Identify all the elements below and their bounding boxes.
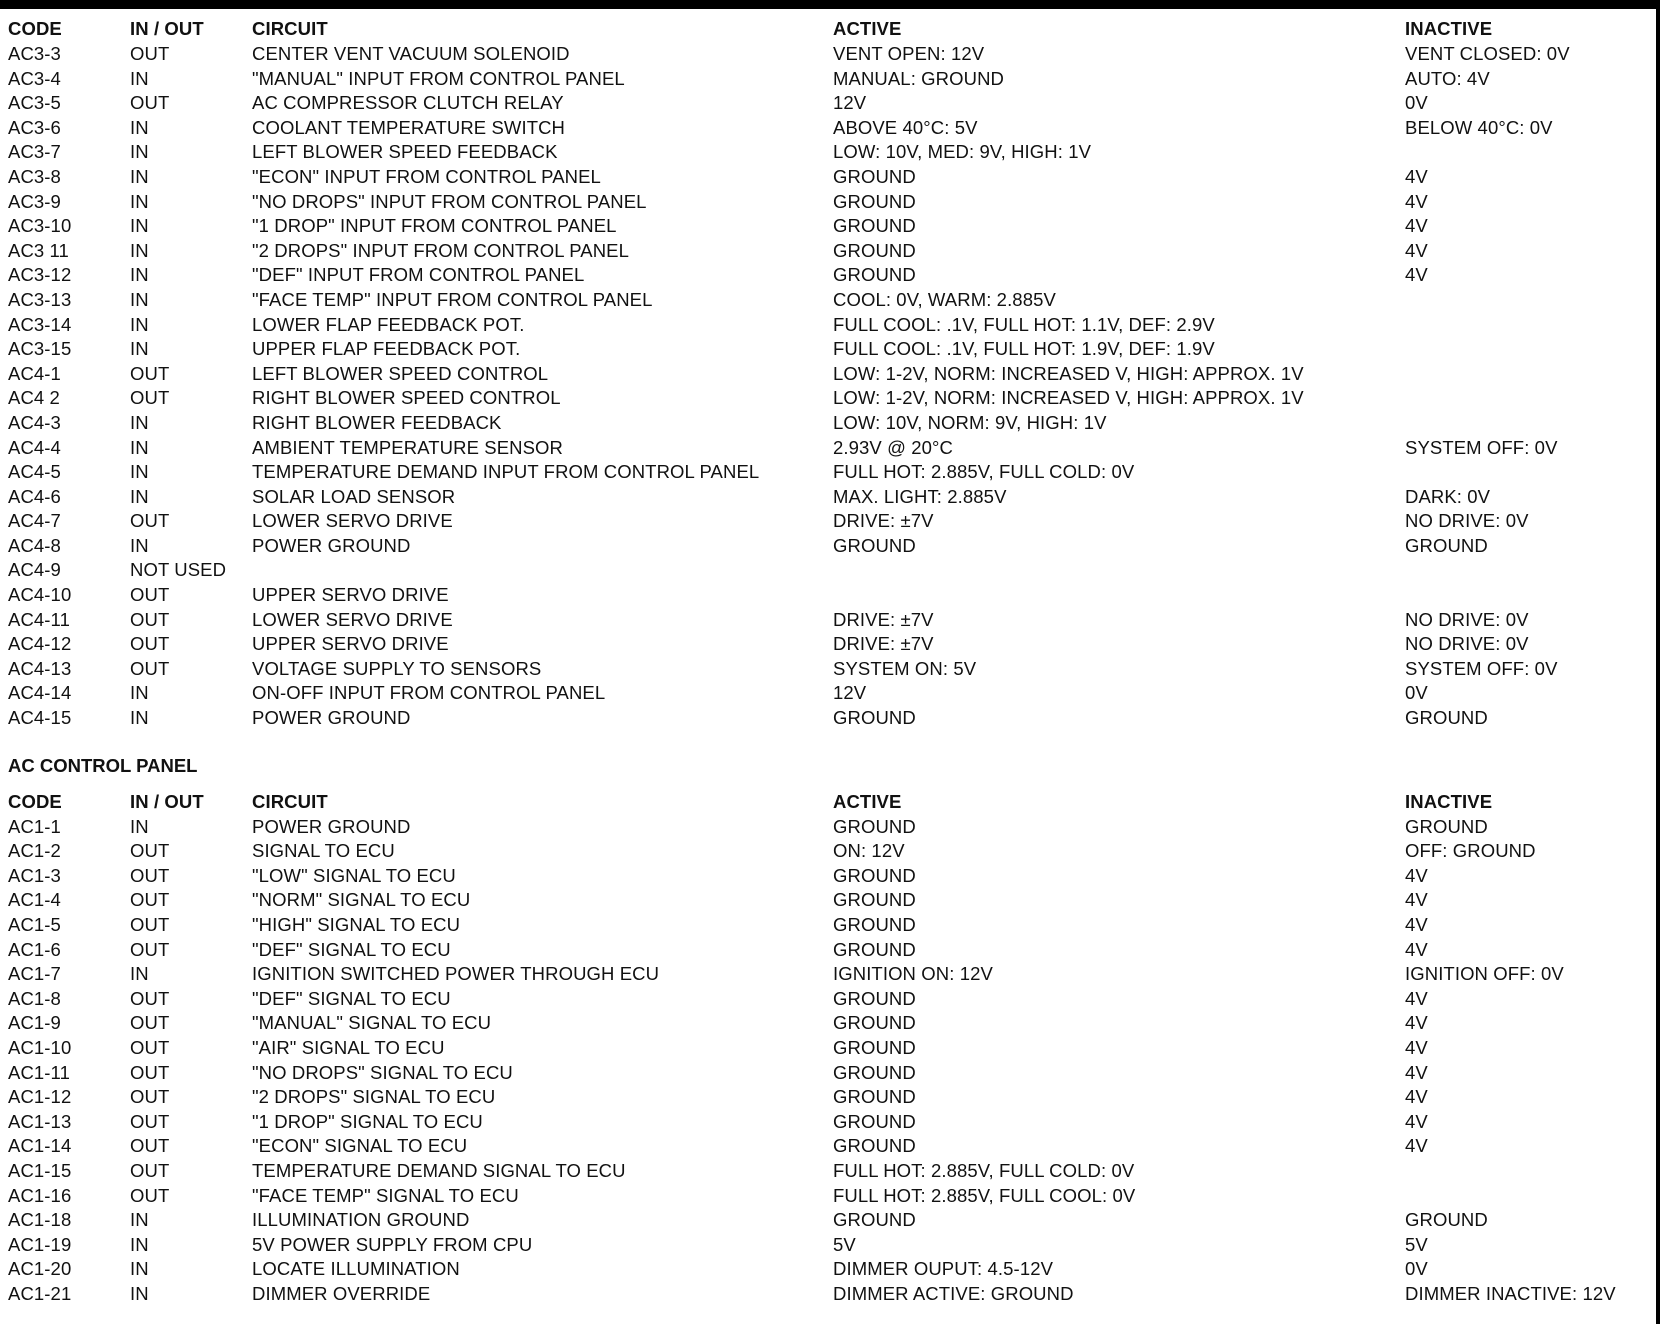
cell-inactive: AUTO: 4V bbox=[1405, 67, 1490, 89]
cell-circuit: VOLTAGE SUPPLY TO SENSORS bbox=[252, 657, 542, 679]
cell-code: AC1-4 bbox=[8, 889, 61, 911]
cell-active: GROUND bbox=[833, 1036, 916, 1058]
table-row bbox=[8, 632, 1658, 657]
cell-io: IN bbox=[130, 411, 149, 433]
cell-circuit: TEMPERATURE DEMAND SIGNAL TO ECU bbox=[252, 1159, 626, 1181]
cell-circuit: IGNITION SWITCHED POWER THROUGH ECU bbox=[252, 963, 660, 985]
cell-circuit: LOWER FLAP FEEDBACK POT. bbox=[252, 313, 525, 335]
cell-inactive: DARK: 0V bbox=[1405, 485, 1491, 507]
cell-circuit: ON-OFF INPUT FROM CONTROL PANEL bbox=[252, 682, 606, 704]
cell-code: AC4-1 bbox=[8, 362, 61, 384]
cell-active: MAX. LIGHT: 2.885V bbox=[833, 485, 1007, 507]
cell-circuit: "FACE TEMP" SIGNAL TO ECU bbox=[252, 1184, 519, 1206]
table-row bbox=[8, 190, 1658, 215]
table-row bbox=[8, 67, 1658, 92]
cell-io: IN bbox=[130, 215, 149, 237]
cell-io: OUT bbox=[130, 840, 170, 862]
cell-inactive: 5V bbox=[1405, 1233, 1428, 1255]
cell-circuit: POWER GROUND bbox=[252, 707, 411, 729]
cell-io: OUT bbox=[130, 1061, 170, 1083]
cell-inactive: SYSTEM OFF: 0V bbox=[1405, 436, 1558, 458]
cell-io: OUT bbox=[130, 387, 170, 409]
cell-active: GROUND bbox=[833, 1110, 916, 1132]
cell-inactive: OFF: GROUND bbox=[1405, 840, 1536, 862]
column-header-circuit: CIRCUIT bbox=[252, 18, 328, 39]
column-header-io: IN / OUT bbox=[130, 790, 204, 812]
cell-inactive: 4V bbox=[1405, 987, 1428, 1009]
cell-io: OUT bbox=[130, 1012, 170, 1034]
table-row bbox=[8, 116, 1658, 141]
cell-circuit: DIMMER OVERRIDE bbox=[252, 1282, 431, 1304]
cell-io: OUT bbox=[130, 938, 170, 960]
cell-active: DIMMER ACTIVE: GROUND bbox=[833, 1282, 1074, 1304]
cell-io: IN bbox=[130, 67, 149, 89]
cell-io: IN bbox=[130, 461, 149, 483]
cell-circuit: "2 DROPS" SIGNAL TO ECU bbox=[252, 1086, 496, 1108]
cell-circuit: SIGNAL TO ECU bbox=[252, 840, 395, 862]
cell-circuit: "2 DROPS" INPUT FROM CONTROL PANEL bbox=[252, 239, 629, 261]
control-panel-section bbox=[8, 751, 1658, 1307]
cell-active: ABOVE 40°C: 5V bbox=[833, 116, 978, 138]
cell-io: OUT bbox=[130, 889, 170, 911]
cell-code: AC4-4 bbox=[8, 436, 61, 458]
cell-circuit: LEFT BLOWER SPEED FEEDBACK bbox=[252, 141, 558, 163]
table-row bbox=[8, 1257, 1658, 1282]
cell-code: AC3-6 bbox=[8, 116, 61, 138]
cell-io: IN bbox=[130, 288, 149, 310]
column-header-code: CODE bbox=[8, 18, 62, 39]
table-row bbox=[8, 214, 1658, 239]
table-row bbox=[8, 337, 1658, 362]
cell-active: GROUND bbox=[833, 987, 916, 1009]
cell-circuit: UPPER SERVO DRIVE bbox=[252, 584, 449, 606]
cell-inactive: GROUND bbox=[1405, 534, 1488, 556]
cell-io: IN bbox=[130, 313, 149, 335]
cell-code: AC3-14 bbox=[8, 313, 72, 335]
cell-code: AC3-13 bbox=[8, 288, 72, 310]
cell-code: AC3-15 bbox=[8, 338, 72, 360]
cell-circuit: LOCATE ILLUMINATION bbox=[252, 1258, 460, 1280]
column-header-active: ACTIVE bbox=[833, 790, 902, 812]
table-row bbox=[8, 1134, 1658, 1159]
cell-active: GROUND bbox=[833, 215, 916, 237]
cell-active: GROUND bbox=[833, 864, 916, 886]
cell-active: GROUND bbox=[833, 1012, 916, 1034]
cell-io: OUT bbox=[130, 1086, 170, 1108]
cell-active: GROUND bbox=[833, 239, 916, 261]
cell-active: FULL HOT: 2.885V, FULL COOL: 0V bbox=[833, 1184, 1136, 1206]
cell-inactive: 4V bbox=[1405, 938, 1428, 960]
cell-inactive: 0V bbox=[1405, 1258, 1428, 1280]
table-row bbox=[8, 42, 1658, 67]
cell-active: FULL COOL: .1V, FULL HOT: 1.9V, DEF: 1.9V bbox=[833, 338, 1215, 360]
cell-circuit: LOWER SERVO DRIVE bbox=[252, 510, 453, 532]
cell-code: AC1-5 bbox=[8, 914, 61, 935]
column-header-inactive: INACTIVE bbox=[1405, 18, 1493, 39]
table-row bbox=[8, 436, 1658, 461]
cell-circuit: LOWER SERVO DRIVE bbox=[252, 608, 453, 630]
column-header-code: CODE bbox=[8, 790, 62, 812]
cell-active: LOW: 1-2V, NORM: INCREASED V, HIGH: APPROX. 1V bbox=[833, 362, 1304, 384]
cell-inactive: 4V bbox=[1405, 239, 1428, 261]
cell-active: GROUND bbox=[833, 534, 916, 556]
cell-io: OUT bbox=[130, 608, 170, 630]
cell-active: GROUND bbox=[833, 1209, 916, 1231]
cell-code: AC1-18 bbox=[8, 1209, 72, 1231]
table-row bbox=[8, 460, 1658, 485]
cell-code: AC1-10 bbox=[8, 1036, 72, 1058]
column-header-circuit: CIRCUIT bbox=[252, 790, 328, 812]
cell-circuit: UPPER SERVO DRIVE bbox=[252, 633, 449, 655]
cell-active: LOW: 10V, MED: 9V, HIGH: 1V bbox=[833, 141, 1092, 163]
cell-inactive: 4V bbox=[1405, 914, 1428, 935]
cell-io: IN bbox=[130, 485, 149, 507]
cell-code: AC3-7 bbox=[8, 141, 61, 163]
cell-active: LOW: 10V, NORM: 9V, HIGH: 1V bbox=[833, 411, 1107, 433]
cell-inactive: NO DRIVE: 0V bbox=[1405, 633, 1529, 655]
table-row bbox=[8, 313, 1658, 338]
cell-inactive: GROUND bbox=[1405, 815, 1488, 837]
cell-active: FULL HOT: 2.885V, FULL COLD: 0V bbox=[833, 461, 1135, 483]
cell-io: OUT bbox=[130, 1110, 170, 1132]
cell-code: AC1-6 bbox=[8, 938, 61, 960]
table-row bbox=[8, 1208, 1658, 1233]
cell-code: AC4-6 bbox=[8, 485, 61, 507]
cell-io: IN bbox=[130, 436, 149, 458]
cell-code: AC1-20 bbox=[8, 1258, 72, 1280]
cell-io: OUT bbox=[130, 510, 170, 532]
cell-inactive: GROUND bbox=[1405, 1209, 1488, 1231]
cell-io: IN bbox=[130, 1282, 149, 1304]
table-row bbox=[8, 91, 1658, 116]
cell-active: 12V bbox=[833, 682, 867, 704]
cell-active: GROUND bbox=[833, 707, 916, 729]
cell-io: OUT bbox=[130, 1184, 170, 1206]
cell-circuit: UPPER FLAP FEEDBACK POT. bbox=[252, 338, 521, 360]
cell-io: OUT bbox=[130, 1135, 170, 1157]
table-row bbox=[8, 1036, 1658, 1061]
cell-io: IN bbox=[130, 963, 149, 985]
cell-active: IGNITION ON: 12V bbox=[833, 963, 993, 985]
cell-code: AC4-11 bbox=[8, 608, 70, 630]
cell-circuit: "1 DROP" SIGNAL TO ECU bbox=[252, 1110, 483, 1132]
cell-io: IN bbox=[130, 338, 149, 360]
cell-code: AC3-5 bbox=[8, 92, 61, 114]
cell-inactive: BELOW 40°C: 0V bbox=[1405, 116, 1553, 138]
cell-active: GROUND bbox=[833, 1086, 916, 1108]
pinout-document bbox=[8, 16, 1658, 1307]
cell-code: AC1-12 bbox=[8, 1086, 72, 1108]
cell-code: AC1-19 bbox=[8, 1233, 72, 1255]
cell-code: AC4-8 bbox=[8, 534, 61, 556]
cell-io: IN bbox=[130, 815, 149, 837]
cell-active: DRIVE: ±7V bbox=[833, 608, 934, 630]
cell-circuit: AC COMPRESSOR CLUTCH RELAY bbox=[252, 92, 564, 114]
cell-active: GROUND bbox=[833, 914, 916, 935]
table-row bbox=[8, 888, 1658, 913]
cell-inactive: 4V bbox=[1405, 1110, 1428, 1132]
table-row bbox=[8, 1085, 1658, 1110]
table-row bbox=[8, 1159, 1658, 1184]
table-row bbox=[8, 1110, 1658, 1135]
cell-active: ON: 12V bbox=[833, 840, 905, 862]
cell-code: AC1-8 bbox=[8, 987, 61, 1009]
cell-circuit: "ECON" SIGNAL TO ECU bbox=[252, 1135, 468, 1157]
cell-active: FULL HOT: 2.885V, FULL COLD: 0V bbox=[833, 1159, 1135, 1181]
cell-io: OUT bbox=[130, 584, 170, 606]
cell-code: AC4-13 bbox=[8, 657, 72, 679]
cell-active: DRIVE: ±7V bbox=[833, 633, 934, 655]
cell-circuit: "ECON" INPUT FROM CONTROL PANEL bbox=[252, 165, 601, 187]
table-row bbox=[8, 608, 1658, 633]
cell-code: AC1-7 bbox=[8, 963, 61, 985]
table-row bbox=[8, 681, 1658, 706]
cell-circuit: "MANUAL" INPUT FROM CONTROL PANEL bbox=[252, 67, 625, 89]
table-row bbox=[8, 411, 1658, 436]
cell-code: AC3-8 bbox=[8, 165, 61, 187]
cell-active: COOL: 0V, WARM: 2.885V bbox=[833, 288, 1056, 310]
cell-inactive: 4V bbox=[1405, 1012, 1428, 1034]
cell-code: AC4-7 bbox=[8, 510, 61, 532]
cell-io: IN bbox=[130, 534, 149, 556]
table-row bbox=[8, 534, 1658, 559]
cell-io: OUT bbox=[130, 633, 170, 655]
cell-circuit: "DEF" SIGNAL TO ECU bbox=[252, 938, 451, 960]
cell-code: AC1-21 bbox=[8, 1282, 72, 1304]
cell-active: GROUND bbox=[833, 889, 916, 911]
table-row bbox=[8, 239, 1658, 264]
cell-inactive: 4V bbox=[1405, 1135, 1428, 1157]
cell-inactive: 4V bbox=[1405, 165, 1428, 187]
section-title: AC CONTROL PANEL bbox=[8, 754, 198, 776]
cell-active: GROUND bbox=[833, 938, 916, 960]
cell-active: GROUND bbox=[833, 264, 916, 286]
cell-inactive: VENT CLOSED: 0V bbox=[1405, 43, 1570, 64]
cell-circuit: RIGHT BLOWER FEEDBACK bbox=[252, 411, 502, 433]
cell-circuit: RIGHT BLOWER SPEED CONTROL bbox=[252, 387, 561, 409]
cell-code: AC1-9 bbox=[8, 1012, 61, 1034]
cell-code: AC1-14 bbox=[8, 1135, 72, 1157]
cell-inactive: 4V bbox=[1405, 190, 1428, 212]
table-row bbox=[8, 706, 1658, 731]
cell-circuit: POWER GROUND bbox=[252, 534, 411, 556]
cell-circuit: "1 DROP" INPUT FROM CONTROL PANEL bbox=[252, 215, 617, 237]
cell-inactive: 4V bbox=[1405, 1086, 1428, 1108]
cell-code: AC4-10 bbox=[8, 584, 72, 606]
cell-io: OUT bbox=[130, 92, 170, 114]
cell-io: IN bbox=[130, 239, 149, 261]
cell-io: IN bbox=[130, 190, 149, 212]
table-row bbox=[8, 386, 1658, 411]
table-row bbox=[8, 485, 1658, 510]
cell-active: LOW: 1-2V, NORM: INCREASED V, HIGH: APPROX. 1V bbox=[833, 387, 1304, 409]
cell-code: AC1-11 bbox=[8, 1061, 70, 1083]
table-header-row bbox=[8, 16, 1658, 42]
cell-io: IN bbox=[130, 1209, 149, 1231]
table-row bbox=[8, 657, 1658, 682]
cell-active: GROUND bbox=[833, 165, 916, 187]
cell-io: IN bbox=[130, 116, 149, 138]
cell-code: AC4-3 bbox=[8, 411, 61, 433]
column-header-active: ACTIVE bbox=[833, 18, 902, 39]
cell-io: OUT bbox=[130, 1159, 170, 1181]
cell-circuit: POWER GROUND bbox=[252, 815, 411, 837]
cell-io: OUT bbox=[130, 43, 170, 64]
cell-active: FULL COOL: .1V, FULL HOT: 1.1V, DEF: 2.9V bbox=[833, 313, 1215, 335]
cell-io: IN bbox=[130, 707, 149, 729]
table-row bbox=[8, 288, 1658, 313]
cell-inactive: GROUND bbox=[1405, 707, 1488, 729]
table-row bbox=[8, 913, 1658, 938]
cell-circuit: "MANUAL" SIGNAL TO ECU bbox=[252, 1012, 492, 1034]
cell-io: OUT bbox=[130, 657, 170, 679]
cell-inactive: 0V bbox=[1405, 682, 1428, 704]
table-row bbox=[8, 987, 1658, 1012]
cell-inactive: 4V bbox=[1405, 215, 1428, 237]
cell-code: AC4-14 bbox=[8, 682, 72, 704]
table-row bbox=[8, 1233, 1658, 1258]
cell-io: OUT bbox=[130, 1036, 170, 1058]
cell-active: GROUND bbox=[833, 1061, 916, 1083]
cell-circuit: "HIGH" SIGNAL TO ECU bbox=[252, 914, 461, 935]
cell-io: IN bbox=[130, 141, 149, 163]
cell-code: AC1-1 bbox=[8, 815, 61, 837]
cell-inactive: 4V bbox=[1405, 889, 1428, 911]
cell-code: AC3-12 bbox=[8, 264, 72, 286]
cell-inactive: 4V bbox=[1405, 1036, 1428, 1058]
table-row bbox=[8, 839, 1658, 864]
cell-io: IN bbox=[130, 682, 149, 704]
cell-inactive: SYSTEM OFF: 0V bbox=[1405, 657, 1558, 679]
cell-active: SYSTEM ON: 5V bbox=[833, 657, 977, 679]
cell-active: DRIVE: ±7V bbox=[833, 510, 934, 532]
cell-active: 5V bbox=[833, 1233, 856, 1255]
cell-active: GROUND bbox=[833, 1135, 916, 1157]
cell-circuit: "NORM" SIGNAL TO ECU bbox=[252, 889, 471, 911]
table-row bbox=[8, 864, 1658, 889]
cell-inactive: NO DRIVE: 0V bbox=[1405, 510, 1529, 532]
table-row bbox=[8, 1011, 1658, 1036]
column-header-inactive: INACTIVE bbox=[1405, 790, 1493, 812]
cell-active: VENT OPEN: 12V bbox=[833, 43, 985, 64]
table-row bbox=[8, 509, 1658, 534]
cell-code: AC1-2 bbox=[8, 840, 61, 862]
cell-active: GROUND bbox=[833, 190, 916, 212]
cell-code: AC1-13 bbox=[8, 1110, 72, 1132]
table-row bbox=[8, 583, 1658, 608]
cell-io: OUT bbox=[130, 987, 170, 1009]
cell-circuit: "LOW" SIGNAL TO ECU bbox=[252, 864, 456, 886]
table-row bbox=[8, 938, 1658, 963]
cell-circuit: "FACE TEMP" INPUT FROM CONTROL PANEL bbox=[252, 288, 653, 310]
table-row bbox=[8, 263, 1658, 288]
cell-circuit: "DEF" INPUT FROM CONTROL PANEL bbox=[252, 264, 585, 286]
cell-inactive: 4V bbox=[1405, 1061, 1428, 1083]
cell-io: OUT bbox=[130, 864, 170, 886]
cell-code: AC1-3 bbox=[8, 864, 61, 886]
cell-circuit: ILLUMINATION GROUND bbox=[252, 1209, 470, 1231]
cell-circuit: TEMPERATURE DEMAND INPUT FROM CONTROL PANEL bbox=[252, 461, 760, 483]
cell-circuit: CENTER VENT VACUUM SOLENOID bbox=[252, 43, 570, 64]
cell-inactive: NO DRIVE: 0V bbox=[1405, 608, 1529, 630]
cell-active: 2.93V @ 20°C bbox=[833, 436, 953, 458]
table-row bbox=[8, 558, 1658, 583]
cell-code: AC3 11 bbox=[8, 239, 69, 261]
cell-code: AC4-12 bbox=[8, 633, 72, 655]
cell-code: AC3-4 bbox=[8, 67, 61, 89]
cell-active: GROUND bbox=[833, 815, 916, 837]
cell-circuit: COOLANT TEMPERATURE SWITCH bbox=[252, 116, 566, 138]
cell-code: AC1-16 bbox=[8, 1184, 72, 1206]
cell-io: IN bbox=[130, 165, 149, 187]
table-row bbox=[8, 962, 1658, 987]
table-row bbox=[8, 1282, 1658, 1307]
cell-circuit: 5V POWER SUPPLY FROM CPU bbox=[252, 1233, 533, 1255]
table-header-row bbox=[8, 789, 1658, 815]
cell-circuit: LEFT BLOWER SPEED CONTROL bbox=[252, 362, 549, 384]
cell-active: DIMMER OUPUT: 4.5-12V bbox=[833, 1258, 1054, 1280]
cell-io: IN bbox=[130, 264, 149, 286]
cell-code: AC1-15 bbox=[8, 1159, 72, 1181]
table-row bbox=[8, 815, 1658, 840]
table-row bbox=[8, 165, 1658, 190]
cell-circuit: AMBIENT TEMPERATURE SENSOR bbox=[252, 436, 563, 458]
cell-inactive: 4V bbox=[1405, 264, 1428, 286]
cell-code: AC4-15 bbox=[8, 707, 72, 729]
cell-io: OUT bbox=[130, 362, 170, 384]
cell-code: AC4 2 bbox=[8, 387, 60, 409]
cell-circuit: "AIR" SIGNAL TO ECU bbox=[252, 1036, 445, 1058]
cell-inactive: DIMMER INACTIVE: 12V bbox=[1405, 1282, 1616, 1304]
cell-circuit: SOLAR LOAD SENSOR bbox=[252, 485, 456, 507]
cell-circuit: "DEF" SIGNAL TO ECU bbox=[252, 987, 451, 1009]
column-header-io: IN / OUT bbox=[130, 18, 204, 39]
cell-code: AC3-10 bbox=[8, 215, 72, 237]
table-row bbox=[8, 1061, 1658, 1086]
cell-inactive: IGNITION OFF: 0V bbox=[1405, 963, 1564, 985]
cell-code: AC3-9 bbox=[8, 190, 61, 212]
table-row bbox=[8, 140, 1658, 165]
cell-code: AC4-9 bbox=[8, 559, 61, 581]
cell-circuit: "NO DROPS" SIGNAL TO ECU bbox=[252, 1061, 513, 1083]
cell-inactive: 4V bbox=[1405, 864, 1428, 886]
cell-io: OUT bbox=[130, 914, 170, 935]
table-row bbox=[8, 1184, 1658, 1209]
cell-inactive: 0V bbox=[1405, 92, 1428, 114]
ecu-pinout-section bbox=[8, 16, 1658, 731]
cell-active: 12V bbox=[833, 92, 867, 114]
cell-io: NOT USED bbox=[130, 559, 227, 581]
cell-io: IN bbox=[130, 1258, 149, 1280]
cell-code: AC3-3 bbox=[8, 43, 61, 64]
cell-active: MANUAL: GROUND bbox=[833, 67, 1004, 89]
cell-io: IN bbox=[130, 1233, 149, 1255]
table-row bbox=[8, 362, 1658, 387]
cell-circuit: "NO DROPS" INPUT FROM CONTROL PANEL bbox=[252, 190, 647, 212]
cell-code: AC4-5 bbox=[8, 461, 61, 483]
